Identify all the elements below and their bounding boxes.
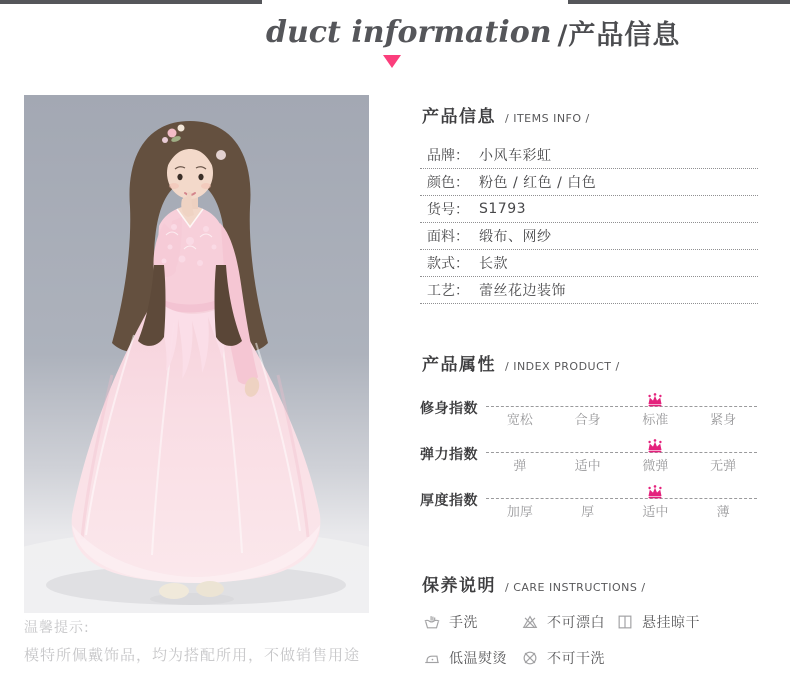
index-rows [420,387,758,525]
table-row-fabric [420,223,758,250]
header-rule-left [0,0,262,4]
section-title-zh: 产品属性 [422,355,496,375]
row-value: 粉色 / 红色 / 白色 [479,175,597,191]
row-value: 长款 [479,256,508,272]
no-bleach-icon [521,613,539,631]
table-row-item-no [420,196,758,223]
care-item-hang-dry [616,612,700,632]
product-info-table [420,142,758,304]
section-title-en: / INDEX PRODUCT / [505,360,620,373]
care-item-iron-low [423,648,521,668]
index-option: 紧身 [710,413,737,428]
index-options [486,409,757,428]
page-title [266,10,680,54]
no-dry-clean-icon [521,649,539,667]
page-title-english: duct information [266,14,552,50]
index-scale-line [486,406,757,407]
index-scale-line [486,452,757,453]
row-label: 面料： [427,229,469,245]
care-item-label: 手洗 [449,615,478,631]
section-title-items-info [420,102,758,127]
index-option: 适中 [642,505,669,520]
care-item-label: 不可漂白 [547,615,605,631]
row-value: S1793 [479,201,527,217]
care-item-hand-wash [423,612,521,632]
warm-tip-text: 模特所佩戴饰品，均为搭配所用，不做销售用途 [24,646,361,664]
index-scale-line [486,498,757,499]
index-row-label: 厚度指数 [420,493,478,509]
section-title-zh: 产品信息 [422,107,496,127]
row-label: 工艺： [427,283,469,299]
section-title-care [420,571,758,596]
crown-marker-icon [647,392,663,406]
warm-tip [24,617,360,665]
table-row-craft [420,277,758,304]
section-title-index-product [420,350,758,375]
row-label: 品牌： [427,148,469,164]
down-triangle-icon [383,55,401,68]
crown-marker-icon [647,484,663,498]
row-label: 款式： [427,256,469,272]
section-title-en: / ITEMS INFO / [505,112,590,125]
product-info-panel [420,95,758,684]
section-title-en: / CARE INSTRUCTIONS / [505,581,646,594]
page-title-chinese: /产品信息 [557,19,681,51]
index-options [486,455,757,474]
header-rule-right [568,0,790,4]
table-row-style [420,250,758,277]
index-option: 加厚 [506,505,533,520]
index-option: 合身 [574,413,601,428]
care-item-label: 不可干洗 [547,651,605,667]
row-value: 蕾丝花边装饰 [479,283,566,299]
crown-marker-icon [647,438,663,452]
model-illustration [24,95,369,613]
warm-tip-title: 温馨提示: [24,620,90,636]
row-label: 货号： [427,202,469,218]
care-instructions [420,612,758,668]
care-row [423,648,758,668]
row-value: 小风车彩虹 [479,148,552,164]
index-row-elasticity [420,433,758,479]
care-item-no-dry-clean [521,648,605,668]
iron-low-temp-icon [423,649,441,667]
index-option: 厚 [581,505,595,520]
index-option: 标准 [642,413,669,428]
index-option: 微弹 [642,459,669,474]
row-value: 缎布、网纱 [479,229,552,245]
row-label: 颜色： [427,175,469,191]
index-row-label: 修身指数 [420,401,478,417]
index-row-fit [420,387,758,433]
care-item-label: 悬挂晾干 [642,615,700,631]
hand-wash-icon [423,613,441,631]
index-option: 宽松 [506,413,533,428]
table-row-brand [420,142,758,169]
index-row-thickness [420,479,758,525]
index-option: 弹 [513,459,527,474]
section-title-zh: 保养说明 [422,576,496,596]
index-option: 适中 [574,459,601,474]
index-options [486,501,757,520]
index-option: 薄 [716,505,730,520]
hang-dry-icon [616,613,634,631]
care-item-no-bleach [521,612,616,632]
product-photo [24,95,369,613]
index-option: 无弹 [710,459,737,474]
care-row [423,612,758,632]
index-row-label: 弹力指数 [420,447,478,463]
care-item-label: 低温熨烫 [449,651,507,667]
table-row-color [420,169,758,196]
